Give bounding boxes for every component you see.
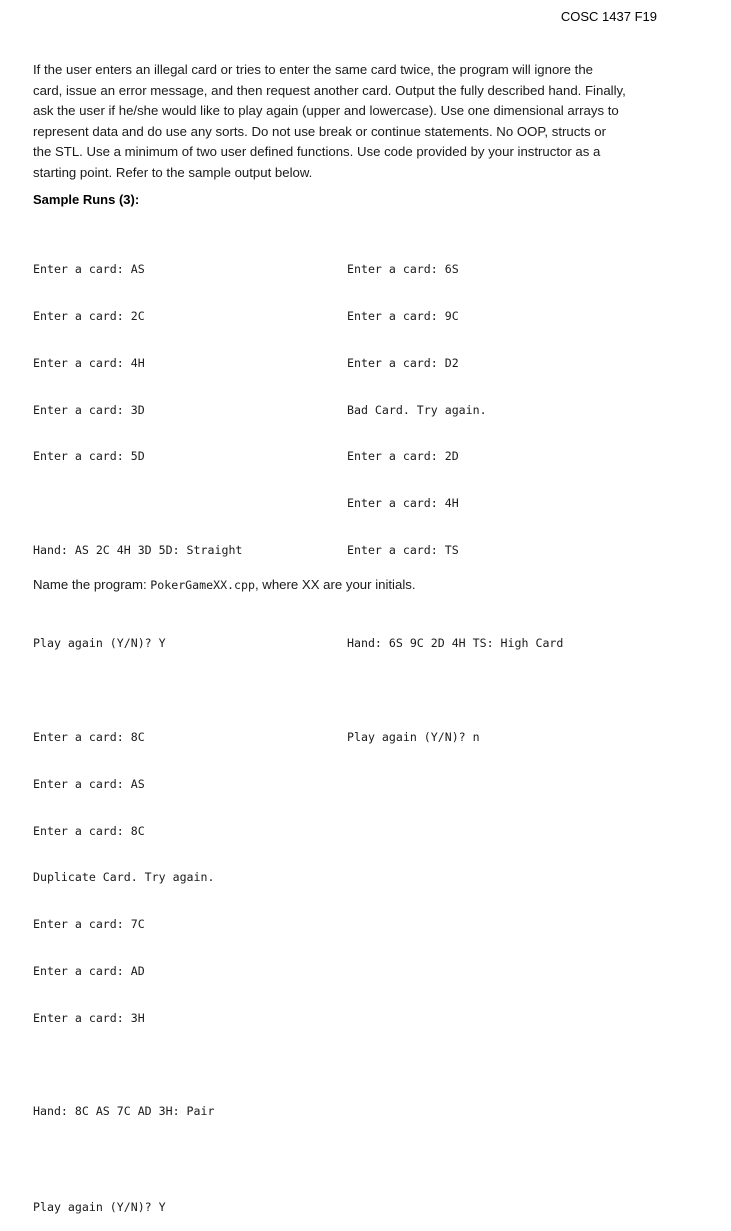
output-line: Enter a card: 3D — [33, 402, 145, 417]
instructions-paragraph — [33, 60, 673, 183]
output-line: Enter a card: 8C — [33, 730, 145, 744]
output-line: Enter a card: 6S — [347, 262, 459, 277]
play-again-line: Play again (Y/N)? n — [347, 730, 480, 744]
output-line: Enter a card: 9C — [347, 308, 459, 323]
hand-result-line: Hand: AS 2C 4H 3D 5D: Straight — [33, 542, 243, 557]
sample-run-left-column — [33, 231, 242, 1231]
output-line: Enter a card: AS — [33, 776, 145, 791]
instruction-line: starting point. Refer to the sample output below. — [33, 164, 313, 180]
output-line: Enter a card: 5D — [33, 449, 145, 464]
output-line: Enter a card: 4H — [33, 355, 145, 370]
output-line: Enter a card: 8C — [33, 823, 145, 838]
footer-suffix: , where XX are your initials. — [254, 577, 416, 592]
program-filename: PokerGameXX.cpp — [150, 578, 255, 592]
instruction-line: ask the user if he/she would like to play again (upper and lowercase). Use one dimensional arrays to — [33, 103, 619, 118]
play-again-line: Play again (Y/N)? Y — [33, 636, 166, 651]
output-line: Enter a card: 2C — [33, 308, 145, 323]
play-again-line: Play again (Y/N)? Y — [33, 1200, 166, 1215]
instruction-line: the STL. Use a minimum of two user defined functions. Use code provided by your instructor as a — [33, 144, 601, 159]
instruction-line: If the user enters an illegal card or tries to enter the same card twice, the program will ignore the — [33, 62, 594, 77]
hand-result-line: Hand: 6S 9C 2D 4H TS: High Card — [347, 636, 564, 651]
error-line: Bad Card. Try again. — [347, 402, 487, 417]
output-line: Enter a card: 2D — [347, 449, 459, 464]
course-header: COSC 1437 F19 — [560, 9, 657, 24]
error-line: Duplicate Card. Try again. — [33, 870, 215, 885]
output-line: Enter a card: 3H — [33, 1010, 145, 1025]
output-line: Enter a card: 4H — [347, 496, 459, 511]
instruction-line: card, issue an error message, and then request another card. Output the fully described hand. Finally, — [33, 82, 626, 98]
footer-prefix: Name the program: — [33, 577, 151, 592]
output-line: Enter a card: TS — [347, 542, 459, 557]
instruction-line: represent data and do use any sorts. Do not use break or continue statements. No OOP, structs or — [33, 123, 606, 139]
output-line: Enter a card: AD — [33, 963, 145, 978]
sample-run-right-column — [347, 231, 563, 761]
output-line: Enter a card: AS — [33, 262, 145, 277]
output-line: Enter a card: D2 — [347, 355, 459, 370]
hand-result-line: Hand: 8C AS 7C AD 3H: Pair — [33, 1104, 215, 1119]
program-name-instruction — [33, 577, 416, 592]
output-line: Enter a card: 7C — [33, 917, 145, 932]
sample-runs-title: Sample Runs (3): — [33, 192, 140, 207]
